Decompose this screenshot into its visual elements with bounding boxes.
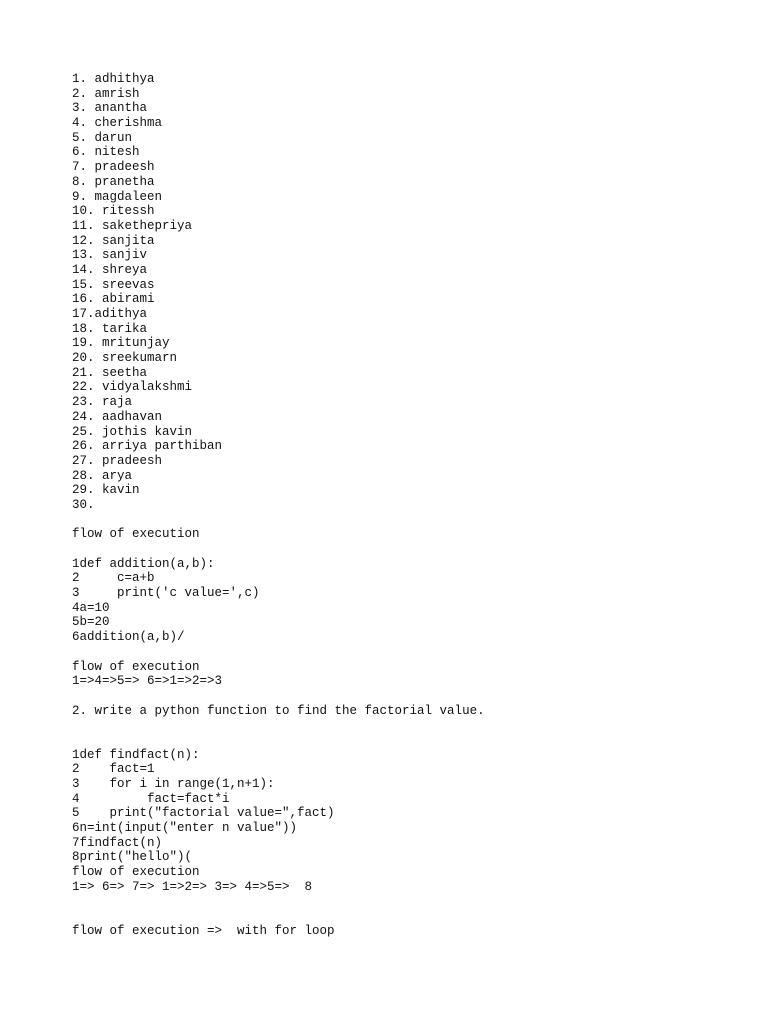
text-line [72,689,752,704]
text-line: 23. raja [72,395,133,410]
text-line: 11. sakethepriya [72,218,193,233]
text-line: 2. amrish [72,86,140,101]
text-line: flow of execution [72,527,200,542]
text-line: 3. anantha [72,101,148,116]
text-line: 13. sanjiv [72,248,148,263]
text-line: 1def findfact(n): [72,747,200,762]
text-line [72,733,752,748]
text-line [72,645,752,660]
text-line: flow of execution => with for loop [72,923,335,938]
text-line: 6. nitesh [72,145,140,160]
text-line [72,542,752,557]
text-line: 1. adhithya [72,72,155,86]
text-line: 4a=10 [72,600,110,615]
text-line: 10. ritessh [72,204,155,219]
text-line [72,909,752,924]
document-text [72,72,752,939]
text-line: 2 fact=1 [72,762,155,777]
text-line: 27. pradeesh [72,453,163,468]
text-line: 12. sanjita [72,233,155,248]
text-line: 14. shreya [72,262,148,277]
text-line [72,895,752,910]
text-line: flow of execution [72,865,200,880]
text-line: 30. [72,497,95,512]
text-line: 8print("hello")( [72,850,193,865]
text-line: 4 fact=fact*i [72,791,230,806]
text-line: 2. write a python function to find the factorial value. [72,703,485,718]
text-line: 3 print('c value=',c) [72,586,260,601]
text-line: 26. arriya parthiban [72,439,223,454]
text-line: 7findfact(n) [72,835,163,850]
text-line: 5. darun [72,130,133,145]
text-line: 21. seetha [72,365,148,380]
text-line: 18. tarika [72,321,148,336]
text-line: 16. abirami [72,292,155,307]
text-line: 9. magdaleen [72,189,163,204]
text-line: 5b=20 [72,615,110,630]
text-line [72,718,752,733]
text-line: 24. aadhavan [72,409,163,424]
text-line: 2 c=a+b [72,571,155,586]
text-line: 15. sreevas [72,277,155,292]
text-line: 19. mritunjay [72,336,170,351]
text-line: 25. jothis kavin [72,424,193,439]
text-line: 3 for i in range(1,n+1): [72,777,275,791]
text-line: 8. pranetha [72,174,155,189]
text-line: 17.adithya [72,307,148,321]
text-line: 29. kavin [72,483,140,498]
text-line: 4. cherishma [72,116,163,131]
text-line: 1def addition(a,b): [72,556,215,571]
text-line: 20. sreekumarn [72,351,178,366]
text-line: 1=> 6=> 7=> 1=>2=> 3=> 4=>5=> 8 [72,879,313,894]
text-line [72,513,752,528]
text-line: 22. vidyalakshmi [72,380,193,395]
text-line: 7. pradeesh [72,160,155,175]
text-line: 5 print("factorial value=",fact) [72,806,335,821]
text-line: 6addition(a,b)/ [72,630,185,645]
text-line: flow of execution [72,659,200,674]
text-line: 1=>4=>5=> 6=>1=>2=>3 [72,674,223,689]
text-line: 28. arya [72,468,133,483]
text-line: 6n=int(input("enter n value")) [72,821,298,836]
